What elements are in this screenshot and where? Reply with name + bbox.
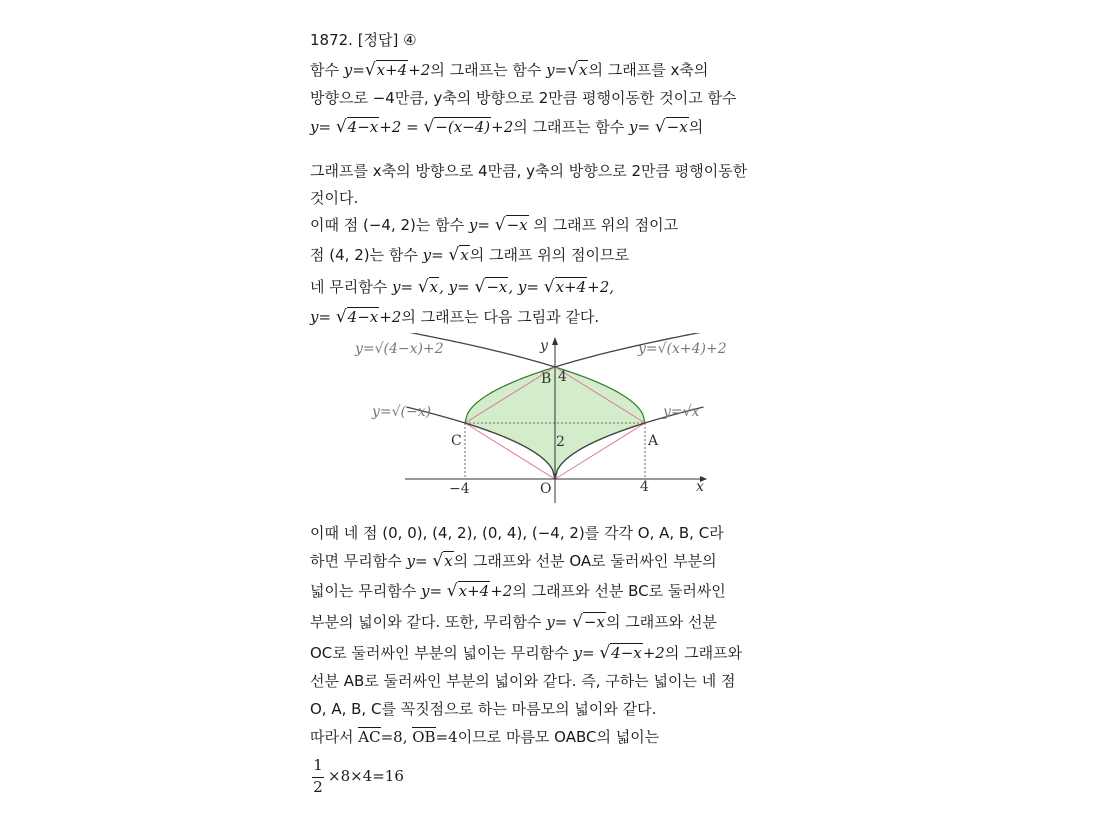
- formula-sqrt-neg-x: y= √−x: [629, 117, 688, 137]
- formula: y= √−x: [546, 612, 605, 632]
- text: 의 그래프 위의 점이고: [533, 216, 679, 234]
- formula-shifted: y=√x+4+2: [343, 60, 431, 80]
- product-result: ×8×4=16: [328, 767, 404, 785]
- formula: y= √x+4+2: [420, 581, 513, 601]
- text: 넓이는 무리함수: [310, 582, 417, 600]
- y-axis-arrow: [552, 337, 558, 345]
- point-c: C: [451, 433, 462, 449]
- line-5: 것이다.: [310, 189, 359, 207]
- text: 의 그래프는 함수: [513, 118, 625, 136]
- text: 의 그래프와: [664, 644, 743, 662]
- line-6: [310, 215, 678, 235]
- text: 의: [688, 118, 704, 136]
- formula-4-minus-x: y= √4−x+2 = √−(x−4)+2: [310, 117, 514, 137]
- text: 이때 점 (−4, 2)는 함수: [310, 216, 465, 234]
- formula: y= √4−x+2: [310, 307, 402, 327]
- text: 부분의 넓이와 같다. 또한, 무리함수: [310, 613, 542, 631]
- line-2: 방향으로 −4만큼, y축의 방향으로 2만큼 평행이동한 것이고 함수: [310, 89, 737, 107]
- formula: y= √x: [422, 245, 469, 265]
- x-4: 4: [640, 479, 649, 495]
- label-top-left: y=√(4−x)+2: [355, 341, 444, 357]
- line-1: [310, 60, 708, 80]
- line-12: [310, 581, 726, 601]
- formula-sqrt-x: y=√x: [546, 60, 588, 80]
- label-mid-right: y=√x: [663, 404, 700, 420]
- point-b: B: [541, 371, 552, 387]
- text: 의 그래프는 다음 그림과 같다.: [401, 308, 600, 326]
- y-4: 4: [558, 369, 567, 385]
- line-8: [310, 277, 614, 297]
- formula: y= √x: [406, 551, 453, 571]
- y-2: 2: [556, 434, 565, 450]
- formula: y= √−x: [468, 215, 528, 235]
- line-17: [310, 727, 659, 747]
- line-16: O, A, B, C를 꼭짓점으로 하는 마름모의 넓이와 같다.: [310, 700, 657, 718]
- fraction-numerator: 1: [313, 756, 323, 774]
- text: 이므로 마름모 OABC의 넓이는: [457, 728, 660, 746]
- segment-ac: AC: [358, 728, 381, 746]
- y-axis-label: y: [540, 338, 548, 354]
- text: OC로 둘러싸인 부분의 넓이는 무리함수: [310, 644, 569, 662]
- text: 점 (4, 2)는 함수: [310, 246, 418, 264]
- text: 의 그래프를: [588, 61, 666, 79]
- text: 네 무리함수: [310, 278, 388, 296]
- text: 의 그래프와 선분: [605, 613, 717, 631]
- text: =8,: [380, 728, 408, 746]
- line-10: 이때 네 점 (0, 0), (4, 2), (0, 4), (−4, 2)를 각각 O, A, B, C라: [310, 524, 724, 542]
- text: 의 그래프 위의 점이므로: [469, 246, 629, 264]
- line-11: [310, 551, 717, 571]
- line-15: 선분 AB로 둘러싸인 부분의 넓이와 같다. 즉, 구하는 넓이는 네 점: [310, 672, 736, 690]
- text: x축의: [670, 61, 709, 79]
- line-9: [310, 307, 599, 327]
- fraction-denominator: 2: [313, 778, 323, 796]
- text: 의 그래프와 선분 BC로 둘러싸인: [512, 582, 726, 600]
- text: 의 그래프는 함수: [430, 61, 542, 79]
- text: 따라서: [310, 728, 354, 746]
- graph-figure: [345, 333, 745, 513]
- x-neg4: −4: [449, 481, 470, 497]
- origin-o: O: [540, 481, 552, 497]
- text: 함수: [310, 61, 339, 79]
- label-mid-left: y=√(−x): [372, 404, 432, 420]
- formula-list: y= √x, y= √−x, y= √x+4+2,: [392, 277, 615, 297]
- line-13: [310, 612, 717, 632]
- line-14: [310, 643, 742, 663]
- answer-header: 1872. [정답] ④: [310, 31, 417, 49]
- point-a: A: [648, 433, 659, 449]
- text: 하면 무리함수: [310, 552, 402, 570]
- text: =4: [435, 728, 458, 746]
- formula: y= √4−x+2: [573, 643, 665, 663]
- x-axis-label: x: [696, 479, 704, 495]
- line-4: 그래프를 x축의 방향으로 4만큼, y축의 방향으로 2만큼 평행이동한: [310, 162, 748, 180]
- label-top-right: y=√(x+4)+2: [638, 341, 727, 357]
- text: 의 그래프와 선분 OA로 둘러싸인 부분의: [453, 552, 717, 570]
- line-3: [310, 117, 703, 137]
- line-7: [310, 245, 629, 265]
- segment-ob: OB: [412, 728, 436, 746]
